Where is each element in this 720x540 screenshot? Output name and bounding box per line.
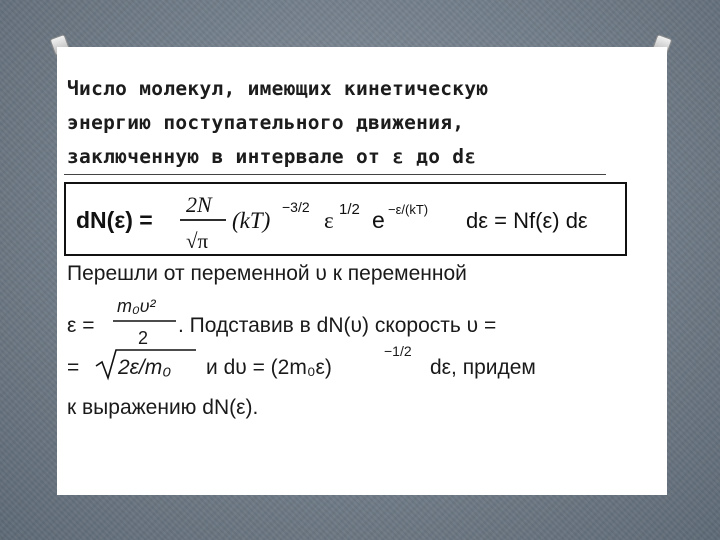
line2-eps: ε = [67, 314, 95, 337]
line2-rest: . Подставив в dN(υ) скорость υ = [178, 314, 497, 337]
formula-denominator: √π [186, 229, 209, 253]
heading-line-3: заключенную в интервале от ε до dε [67, 145, 477, 168]
text-line-4: к выражению dN(ε). [67, 396, 259, 419]
divider [64, 174, 606, 175]
formula-kt: (kT) [232, 208, 271, 233]
heading-line-1: Число молекул, имеющих кинетическую [67, 77, 489, 100]
line3-root: 2ε/m₀ [118, 356, 172, 379]
formula-exp-3: −ε/(kT) [388, 202, 429, 217]
formula-e: e [372, 207, 385, 233]
line3-mid: и dυ = (2m₀ε) [206, 356, 332, 379]
text-line-1: Перешли от переменной υ к переменной [67, 262, 467, 285]
line2-denominator: 2 [138, 328, 149, 348]
line3-exp: −1/2 [384, 343, 412, 359]
formula-svg [66, 184, 629, 258]
formula-exp-1: −3/2 [282, 199, 310, 215]
heading [67, 72, 657, 174]
formula-exp-2: 1/2 [339, 201, 360, 218]
line3-rest: dε, придем [430, 356, 536, 379]
formula-eps: ε [324, 208, 334, 233]
line2-numerator: m₀υ² [117, 296, 156, 316]
formula-numerator: 2N [186, 192, 212, 217]
heading-line-2: энергию поступательного движения, [67, 111, 465, 134]
formula-lhs: dN(ε) = [76, 207, 153, 233]
formula-rhs: dε = Nf(ε) dε [466, 208, 588, 233]
formula-box [64, 182, 627, 256]
line3-eq: = [67, 356, 80, 379]
